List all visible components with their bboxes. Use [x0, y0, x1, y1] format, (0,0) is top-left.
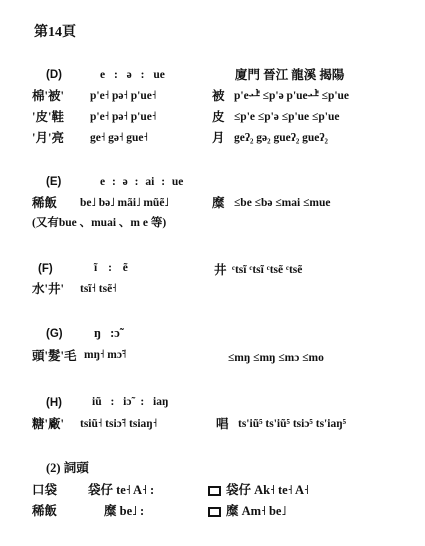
row-d3-char: 月: [212, 131, 225, 145]
page-title: 第14頁: [34, 25, 76, 40]
section-f-char: 井: [214, 263, 227, 277]
row-h1-word: 糖'廠': [32, 417, 64, 431]
section-g-vowels: ŋ :ɔ̃: [94, 326, 120, 340]
row-d2-forms: p'e˧ pə˧ p'ue˧: [90, 111, 157, 123]
row-e1-forms: be˩ bə˩ mãi˩ mũẽ˩: [80, 197, 169, 209]
row-two2-word: 稀飯: [32, 504, 58, 518]
section-d-label: (D): [46, 69, 62, 81]
section-e-note: (又有bue 、muai 、m e 等): [32, 217, 167, 229]
row-h1-readings: ts'iũ⁵ ts'iũ⁵ tsiɔ⁵ ts'iaŋ⁵: [238, 418, 347, 430]
row-two1-word: 口袋: [32, 483, 58, 497]
row-d1-char: 被: [212, 89, 225, 103]
row-g1-forms: mŋ˧ mɔ̃˧: [84, 349, 127, 361]
row-two1-forms: 袋仔 te˧ A˧ :: [88, 483, 155, 497]
row-g1-word: 頭'髮'毛: [32, 349, 77, 363]
row-d1-forms: p'e˧ pə˧ p'ue˧: [90, 90, 157, 102]
section-h-vowels: iũ : iɔ̃ : iaŋ: [92, 396, 169, 408]
section-two-label: (2) 詞頭: [46, 461, 89, 475]
section-g-label: (G): [46, 328, 63, 340]
section-d-vowels: e : ə : ue: [100, 69, 165, 81]
empty-box-icon: [208, 486, 221, 496]
section-h-label: (H): [46, 397, 62, 409]
section-e-label: (E): [46, 176, 62, 188]
row-d1-word: 棉'被': [32, 89, 64, 103]
row-e1-readings: ≤be ≤bə ≤mai ≤mue: [234, 197, 331, 209]
row-e1-word: 稀飯: [32, 196, 58, 210]
row-d2-readings: ≤p'e ≤p'ə ≤p'ue ≤p'ue: [234, 111, 340, 123]
row-f1-word: 水'井': [32, 282, 64, 296]
row-two2-forms: 糜 be˩ :: [104, 504, 145, 518]
row-f1-forms: tsĩ˧ tsẽ˧: [80, 283, 117, 295]
row-d2-word: '皮'鞋: [32, 110, 64, 124]
section-f-label: (F): [38, 263, 53, 275]
section-e-vowels: e : ə : ai : ue: [100, 176, 184, 188]
row-h1-char: 唱: [216, 417, 229, 431]
row-two1-alt: 袋仔 Ak˧ te˧ A˧: [226, 483, 309, 497]
section-f-vowels: ĩ : ẽ: [94, 262, 128, 274]
row-d3-forms: ge˧ gə˧ gue˧: [90, 132, 148, 144]
row-g1-readings: ≤mŋ ≤mŋ ≤mɔ ≤mo: [228, 352, 324, 364]
section-f-readings: ᶜtsĩ ᶜtsĩ ᶜtsẽ ᶜtsẽ: [232, 264, 303, 276]
row-d3-readings: geʔ₂ gə₂ gueʔ₂ gueʔ₂: [234, 132, 328, 144]
row-d3-word: '月'亮: [32, 131, 64, 145]
row-d2-char: 皮: [212, 110, 225, 124]
empty-box-icon: [208, 507, 221, 517]
section-d-places: 廈門 晉江 龍溪 揭陽: [235, 68, 345, 82]
row-h1-forms: tsiũ˧ tsiɔ̃˧ tsiaŋ˧: [80, 418, 158, 430]
row-e1-char: 糜: [212, 196, 225, 210]
row-d1-readings: p'eᅸ ≤p'ə p'ueᅸ ≤p'ue: [234, 90, 350, 102]
row-two2-alt: 糜 Am˧ be˩: [226, 504, 287, 518]
